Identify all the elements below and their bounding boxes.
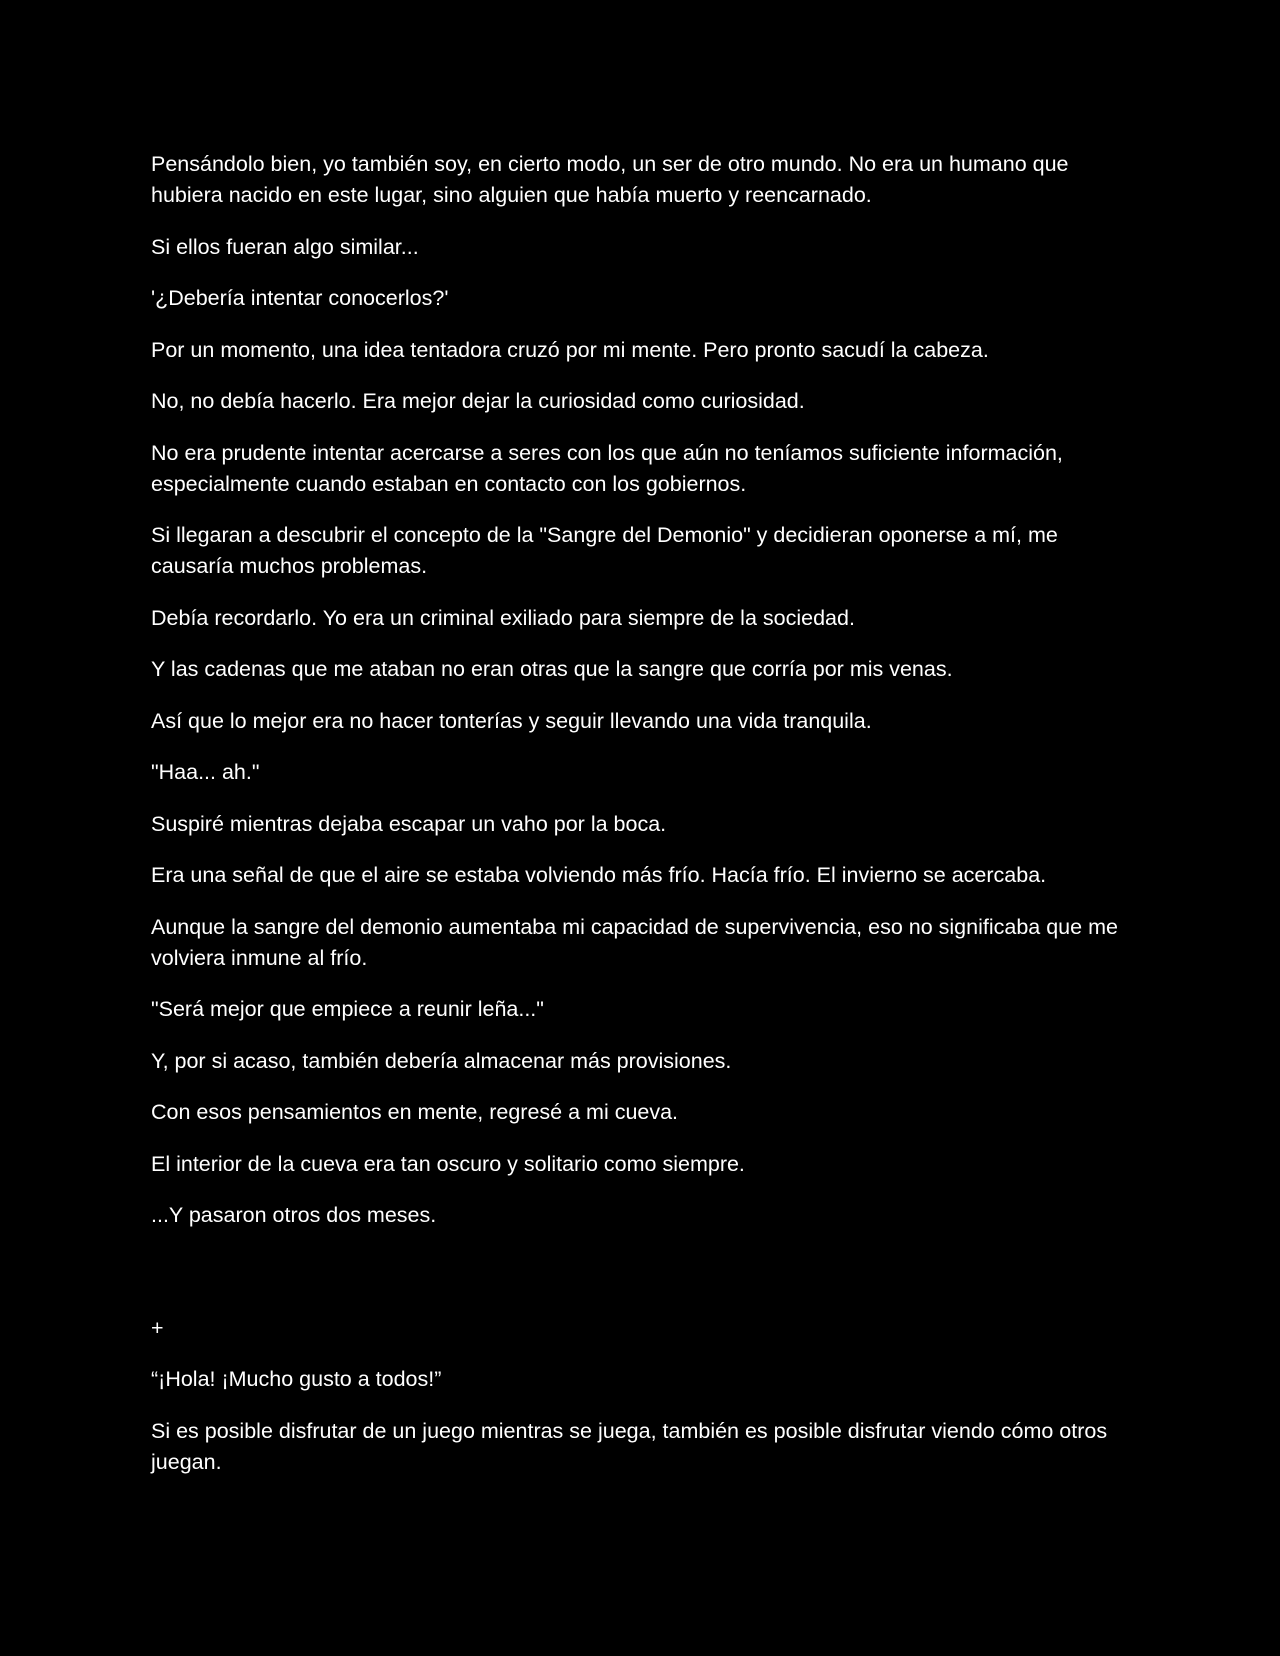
paragraph: Era una señal de que el aire se estaba volviendo más frío. Hacía frío. El invierno se acercaba. [151,863,1047,887]
paragraph: '¿Debería intentar conocerlos?' [151,286,449,310]
paragraph: No era prudente intentar acercarse a seres con los que aún no teníamos suficiente información, especialmente cuando estaban en contacto con los gobiernos. [151,440,1063,496]
section-spacer [151,1252,1131,1313]
paragraph: Si ellos fueran algo similar... [151,234,419,259]
paragraph: Y las cadenas que me ataban no eran otras que la sangre que corría por mis venas. [151,657,953,681]
paragraph: El interior de la cueva era tan oscuro y solitario como siempre. [151,1151,745,1176]
paragraph: No, no debía hacerlo. Era mejor dejar la curiosidad como curiosidad. [151,389,805,413]
dialogue-line: "Será mejor que empiece a reunir leña..." [151,997,544,1021]
section-break-marker: + [151,1315,164,1340]
paragraph: Si es posible disfrutar de un juego mientras se juega, también es posible disfrutar viendo cómo otros juegan. [151,1418,1108,1474]
paragraph: Así que lo mejor era no hacer tonterías y seguir llevando una vida tranquila. [151,708,872,733]
paragraph: Suspiré mientras dejaba escapar un vaho por la boca. [151,811,667,836]
paragraph: Pensándolo bien, yo también soy, en cierto modo, un ser de otro mundo. No era un humano que hubiera nacido en este lugar, sino alguien que había muerto y reencarnado. [151,152,1069,207]
paragraph: Aunque la sangre del demonio aumentaba mi capacidad de supervivencia, eso no significaba que me volviera inmune al frío. [151,914,1118,970]
document-page [151,149,1131,1498]
paragraph: Con esos pensamientos en mente, regresé a mi cueva. [151,1100,679,1124]
paragraph: Debía recordarlo. Yo era un criminal exiliado para siempre de la sociedad. [151,605,855,630]
paragraph: Si llegaran a descubrir el concepto de la "Sangre del Demonio" y decidieran oponerse a mí, me causaría muchos problemas. [151,523,1058,578]
paragraph: Y, por si acaso, también debería almacenar más provisiones. [151,1048,732,1073]
paragraph: ...Y pasaron otros dos meses. [151,1203,437,1227]
dialogue-line: "Haa... ah." [151,760,260,784]
dialogue-line: “¡Hola! ¡Mucho gusto a todos!” [151,1367,442,1391]
paragraph: Por un momento, una idea tentadora cruzó por mi mente. Pero pronto sacudí la cabeza. [151,337,989,362]
